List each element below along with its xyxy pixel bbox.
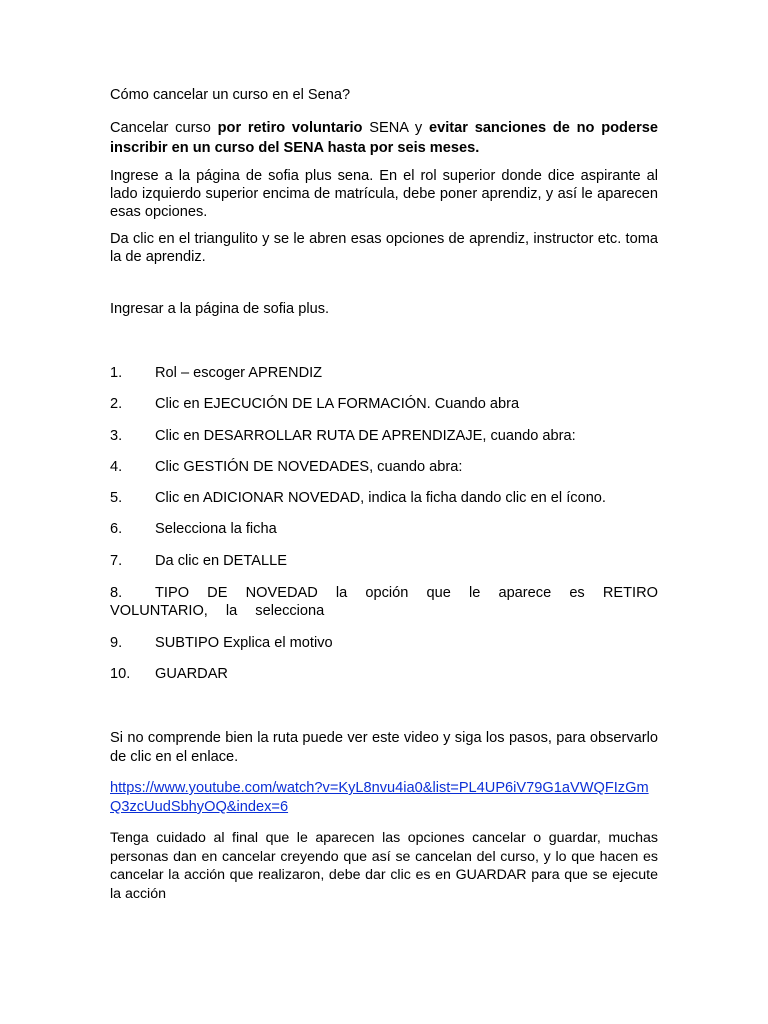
video-link-paragraph	[110, 779, 658, 817]
ingresar-paragraph: Ingresar a la página de sofia plus.	[110, 301, 330, 317]
intro-bold-1: por retiro voluntario	[217, 120, 363, 136]
ingrese-paragraph: Ingrese a la página de sofia plus sena. En el rol superior donde dice aspirante al lado izquierdo superior encima de matrícula, debe poner aprendiz, y así le aparecen esas opciones.	[110, 168, 658, 220]
list-item: 7. Da clic en DETALLE	[110, 553, 287, 569]
triangulito-paragraph: Da clic en el triangulito y se le abren esas opciones de aprendiz, instructor etc. toma la de aprendiz.	[110, 231, 658, 265]
list-item: 3. Clic en DESARROLLAR RUTA DE APRENDIZAJE, cuando abra:	[110, 428, 576, 444]
list-item: 10. GUARDAR	[110, 666, 228, 682]
list-item: 5. Clic en ADICIONAR NOVEDAD, indica la ficha dando clic en el ícono.	[110, 490, 606, 506]
list-item: 1. Rol – escoger APRENDIZ	[110, 365, 323, 381]
video-paragraph: Si no comprende bien la ruta puede ver este video y siga los pasos, para observarlo de clic en el enlace.	[110, 730, 658, 765]
page-title: Cómo cancelar un curso en el Sena?	[110, 87, 351, 103]
list-item: 8. TIPO DE NOVEDAD la opción que le aparece es RETIRO VOLUNTARIO, la selecciona	[110, 585, 658, 619]
list-item: 2. Clic en EJECUCIÓN DE LA FORMACIÓN. Cuando abra	[110, 396, 520, 412]
cuidado-paragraph: Tenga cuidado al final que le aparecen las opciones cancelar o guardar, muchas personas dan en cancelar creyendo que así se cancelan del curso, y lo que hacen es cancelar la acción que realizaron, debe dar clic es en GUARDAR para que se ejecute la acción	[110, 830, 658, 902]
list-item: 6. Selecciona la ficha	[110, 521, 277, 537]
list-item: 9. SUBTIPO Explica el motivo	[110, 635, 333, 651]
list-item: 4. Clic GESTIÓN DE NOVEDADES, cuando abra:	[110, 459, 463, 475]
intro-text-1: Cancelar curso	[110, 120, 218, 136]
intro-bold-2: evitar sanciones de no poderse inscribir en un curso del SENA hasta por seis meses.	[110, 120, 658, 156]
youtube-video-link[interactable]: https://www.youtube.com/watch?v=KyL8nvu4ia0&list=PL4UP6iV79G1aVWQFIzGmQ3zcUudSbhyOQ&index=6	[110, 780, 649, 815]
intro-text-2: SENA y	[362, 120, 429, 136]
intro-paragraph	[110, 118, 658, 158]
